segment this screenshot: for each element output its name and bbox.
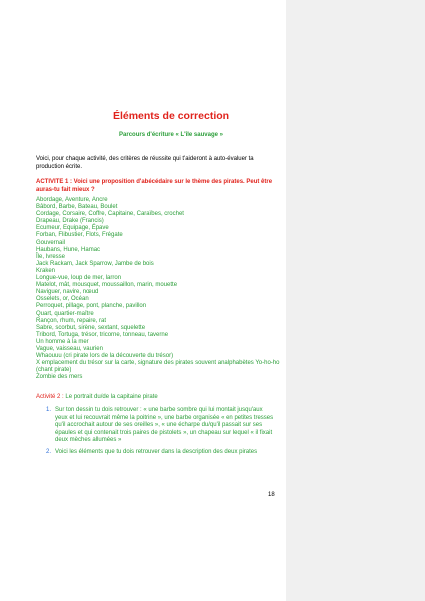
comment-pane bbox=[286, 0, 425, 601]
activity2-heading bbox=[36, 393, 280, 401]
alphabet-entry: Perroquet, pillage, pont, planche, pavillon bbox=[36, 303, 147, 310]
list-item bbox=[46, 407, 276, 445]
alphabet-entry: Gouvernail bbox=[36, 239, 66, 246]
alphabet-entry: Sabre, scorbut, sirène, sextant, squelette bbox=[36, 324, 146, 331]
activity2-label: Activité 2 : bbox=[36, 394, 64, 400]
alphabet-entry: Whaouuu (cri pirate lors de la découverte du trésor) bbox=[36, 353, 174, 360]
list-item-number: 1. bbox=[46, 407, 52, 413]
alphabet-entry: Osselets, or, Océan bbox=[36, 296, 89, 303]
list-item bbox=[46, 449, 276, 457]
alphabet-entry: Matelot, mât, mousquet, moussaillon, marin, mouette bbox=[36, 282, 178, 289]
alphabet-entry: Kraken bbox=[36, 267, 56, 274]
page-subtitle: Parcours d'écriture « L'île sauvage » bbox=[119, 132, 223, 138]
page-number: 18 bbox=[268, 492, 275, 498]
alphabet-entry: Tribord, Tortuga, trésor, tricorne, tonneau, taverne bbox=[36, 331, 169, 338]
list-item-text: Sur ton dessin tu dois retrouver : « une barbe sombre qui lui montait jusqu'aux yeux et lui recouvrait même la poitrine », une barbe organisée « en petites tresses qu'il accrochait autour de ses oreilles », « une écharpe du/qu'il passait sur ses épaules et qui contenait trois paires de pistolets », un chapeau sur lequel « il fixait deux mèches allumées » bbox=[55, 407, 274, 444]
alphabet-entry: Jack Rackam, Jack Sparrow, Jambe de bois bbox=[36, 260, 154, 267]
alphabet-entry: Vague, vaisseau, vaurien bbox=[36, 345, 103, 352]
alphabet-entry: Île, Ivresse bbox=[36, 253, 66, 260]
page-title: Éléments de correction bbox=[112, 110, 230, 122]
alphabet-entry: Abordage, Aventure, Ancre bbox=[36, 197, 108, 203]
list-item-text: Voici les éléments que tu dois retrouver dans la description des deux pirates bbox=[55, 449, 258, 455]
activity1-heading: ACTIVITE 1 : Voici une proposition d'abécédaire sur le thème des pirates. Peut être auras-tu fait mieux ? bbox=[36, 179, 273, 193]
alphabet-entry: Zombie des mers bbox=[36, 374, 83, 381]
alphabet-entry: Naviguer, navire, nœud bbox=[36, 289, 99, 296]
alphabet-entry: Ecumeur, Equipage, Épave bbox=[36, 225, 109, 232]
alphabet-list bbox=[36, 197, 282, 381]
list-item-number: 2. bbox=[46, 449, 52, 455]
alphabet-entry: Bâbord, Barbe, Bateau, Boulet bbox=[36, 204, 118, 211]
alphabet-entry: Forban, Flibustier, Flots, Frégate bbox=[36, 232, 123, 239]
alphabet-entry: Drapeau, Drake (Francis) bbox=[36, 218, 104, 225]
alphabet-entry: Longue-vue, loup de mer, larron bbox=[36, 275, 122, 282]
alphabet-entry: Quart, quartier-maître bbox=[36, 310, 94, 317]
alphabet-entry: Rançon, rhum, repaire, rat bbox=[36, 317, 107, 324]
activity2-title: Le portrait du/de la capitaine pirate bbox=[63, 394, 158, 400]
alphabet-entry: Haubans, Hune, Hamac bbox=[36, 246, 101, 253]
intro-paragraph: Voici, pour chaque activité, des critères de réussite qui t'aideront à auto-évaluer ta production écrite. bbox=[36, 156, 254, 170]
alphabet-entry: Cordage, Corsaire, Coffre, Capitaine, Caraïbes, crochet bbox=[36, 211, 184, 218]
alphabet-entry: Un homme à la mer bbox=[36, 338, 89, 345]
alphabet-entry: X emplacement du trésor sur la carte, signature des pirates souvent analphabètes Yo-ho-ho (chant pirate) bbox=[36, 360, 280, 374]
